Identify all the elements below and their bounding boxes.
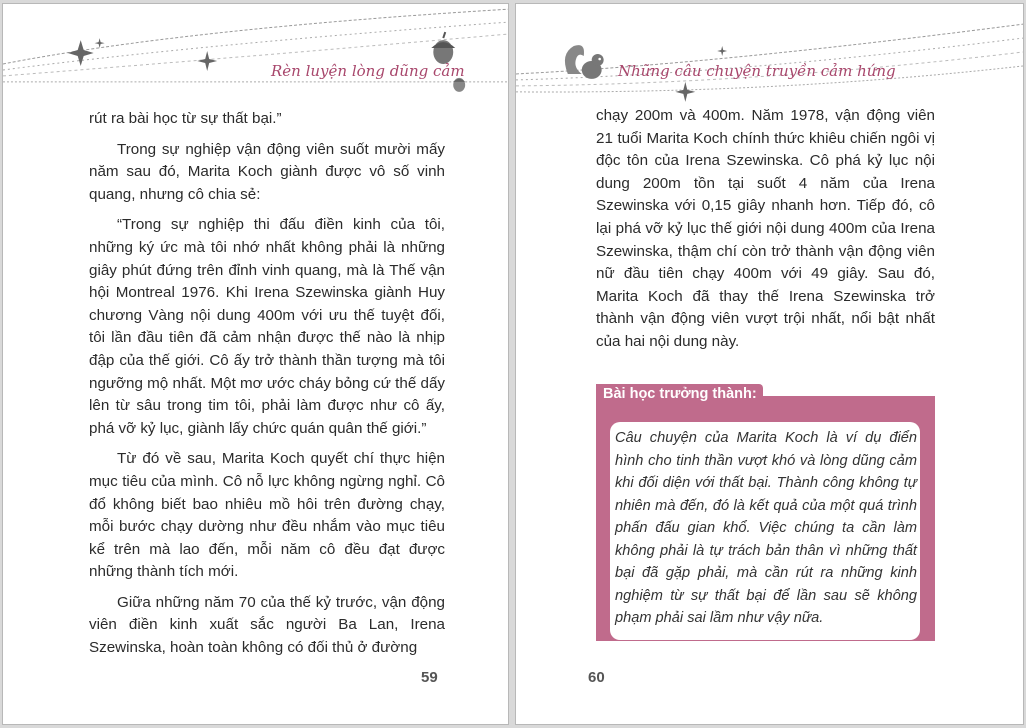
- lesson-frame: [596, 396, 935, 641]
- paragraph: Từ đó về sau, Marita Koch quyết chí thực hiện mục tiêu của mình. Cô nỗ lực không ngừng nghỉ. Cô đổ không biết bao nhiêu mồ hôi trên đường chạy, mỗi bước chạy dường như đều nhắm vào mục tiêu kể trên mà lao đến, mỗi năm cô đều đạt được những thành tích mới.: [89, 450, 445, 581]
- lesson-text: Câu chuyện của Marita Koch là ví dụ điển hình cho tinh thần vượt khó và lòng dũng cảm khi đối diện với thất bại. Thành công không tự nhiên mà đến, đó là kết quả của một quá trình phấn đấu gian khổ. Việc chúng ta cần làm không phải là tự trách bản thân vì những thất bại đã gặp phải, mà cần rút ra những kinh nghiệm từ sự thất bại để lần sau sẽ không phạm phải sai lầm như vậy nữa.: [615, 430, 917, 626]
- paragraph: rút ra bài học từ sự thất bại.”: [89, 110, 282, 127]
- page-number: 60: [588, 669, 605, 686]
- paragraph: chạy 200m và 400m. Năm 1978, vận động viên 21 tuổi Marita Koch chính thức khiêu chiến ngôi vị độc tôn của Irena Szewinska. Cô phá kỷ lục nội dung 200m tồn tại suốt 4 năm của Irena Szewinska với 0,15 giây nhanh hơn. Tiếp đó, cô lại phá vỡ kỷ lục thế giới nội dung 400m của Irena Szewinska, thậm chí còn trở thành vận động viên nữ đầu tiên chạy 400m với 49 giây. Sau đó, Marita Koch đã thay thế Irena Szewinska trở thành vận động viên vượt trội nhất, nổi bật nhất của hai nội dung này.: [596, 107, 935, 350]
- left-page: [2, 3, 509, 725]
- acorn-icon-small: [453, 78, 465, 92]
- acorn-icon: [431, 32, 455, 64]
- lesson-box: [596, 384, 935, 641]
- body-text: [89, 108, 445, 668]
- quote-paragraph: “Trong sự nghiệp thi đấu điền kinh của tôi, những ký ức mà tôi nhớ nhất không phải là những giây phút đứng trên đỉnh vinh quang, mà là Thế vận hội Montreal 1976. Khi Irena Szewinska giành Huy chương Vàng nội dung 400m với ưu thế tuyệt đối, tôi lần đầu tiên đã cảm nhận được thế nào là nhịp đập của thế giới. Cô ấy trở thành thần tượng mà tôi ngưỡng mộ nhất. Một mơ ước cháy bỏng cứ thế dấy lên từ sâu trong tim tôi, phải làm được như cô ấy, phá vỡ kỷ lục, giành lấy chức quán quân thế giới.”: [89, 216, 445, 437]
- sparkle-icon: [68, 38, 217, 71]
- lesson-title: Bài học trưởng thành:: [596, 384, 763, 405]
- squirrel-icon: [565, 45, 604, 79]
- right-page: [515, 3, 1024, 725]
- page-number: 59: [421, 669, 438, 686]
- paragraph: Trong sự nghiệp vận động viên suốt mười mấy năm sau đó, Marita Koch giành được vô số vinh quang, nhưng cô chia sẻ:: [89, 140, 445, 203]
- header-decoration: [3, 4, 508, 114]
- header-decoration: [516, 4, 1023, 114]
- running-head: Những câu chuyện truyền cảm hứng: [618, 62, 896, 80]
- paragraph: Giữa những năm 70 của thế kỷ trước, vận động viên điền kinh xuất sắc người Ba Lan, Irena Szewinska, hoàn toàn không có đối thủ ở đường: [89, 593, 445, 657]
- body-text: [596, 105, 935, 362]
- running-head: Rèn luyện lòng dũng cảm: [271, 62, 465, 80]
